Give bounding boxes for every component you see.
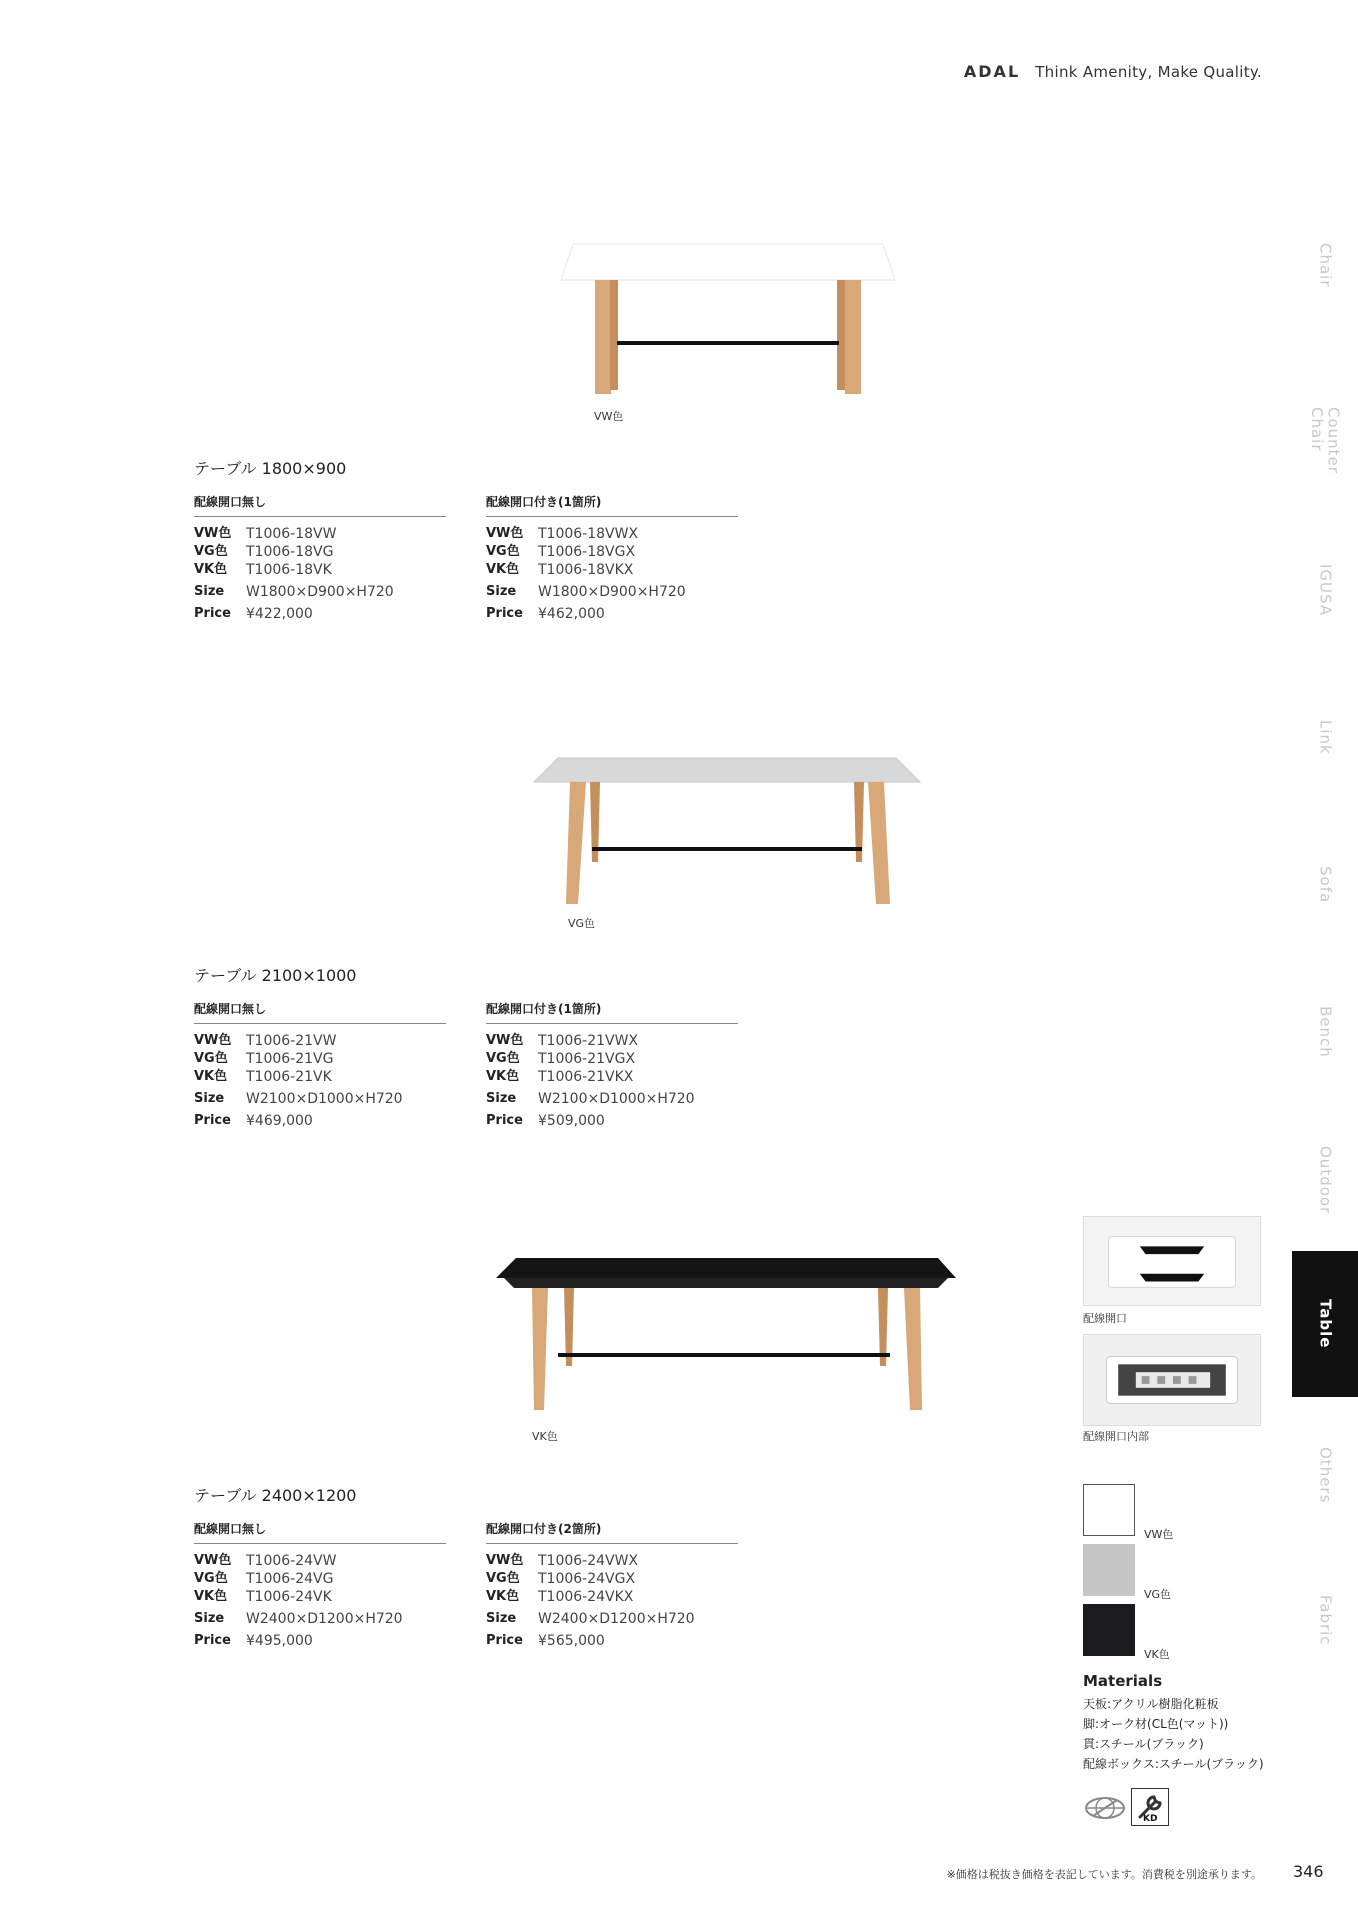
- nav-item-bench[interactable]: [1292, 1002, 1358, 1062]
- variant-code: T1006-21VK: [246, 1069, 332, 1085]
- variant-code: T1006-24VGX: [538, 1571, 636, 1587]
- materials-block: [1083, 1672, 1303, 1774]
- nav-label: Fabric: [1316, 1594, 1335, 1646]
- product-spec-1800: [194, 456, 754, 625]
- price-row: [486, 1630, 738, 1652]
- price-label: Price: [486, 1113, 523, 1128]
- wiring-opening-interior-image: [1083, 1334, 1261, 1426]
- variant-row: [194, 1050, 446, 1068]
- eco-globe-icon: [1083, 1794, 1127, 1822]
- variant-color: VK色: [194, 1069, 228, 1084]
- variant-color: VG色: [194, 1571, 228, 1586]
- variant-code: T1006-18VK: [246, 562, 332, 578]
- size-row: [194, 1088, 446, 1110]
- column-heading: 配線開口付き(1箇所): [486, 493, 738, 517]
- variant-code: T1006-21VG: [246, 1051, 334, 1067]
- price-row: [486, 603, 738, 625]
- price-label: Price: [194, 1633, 231, 1648]
- table-leg: [845, 280, 861, 394]
- page-header: [964, 62, 1262, 81]
- nav-label: Sofa: [1316, 866, 1335, 904]
- nav-label: IGUSA: [1316, 563, 1335, 617]
- swatch-vk: [1083, 1604, 1135, 1656]
- image-caption: VK色: [532, 1430, 558, 1443]
- table-leg: [566, 782, 586, 904]
- variant-code: T1006-21VWX: [538, 1033, 639, 1049]
- variant-code: T1006-21VKX: [538, 1069, 634, 1085]
- column-heading: 配線開口無し: [194, 1000, 446, 1024]
- price-value: ¥422,000: [246, 606, 313, 622]
- size-row: [194, 1608, 446, 1630]
- price-row: [486, 1110, 738, 1132]
- spec-column-with-opening: [486, 493, 738, 625]
- table-leg: [595, 280, 611, 394]
- detail-caption: 配線開口: [1083, 1312, 1127, 1325]
- steel-rail: [592, 847, 862, 851]
- brand-name: ADAL: [963, 62, 1021, 81]
- steel-rail: [617, 341, 839, 345]
- swatch-vw: [1083, 1484, 1135, 1536]
- material-line: 天板:アクリル樹脂化粧板: [1083, 1697, 1219, 1711]
- variant-color: VW色: [194, 1033, 232, 1048]
- price-label: Price: [486, 1633, 523, 1648]
- variant-row: [194, 1552, 446, 1570]
- variant-code: T1006-24VKX: [538, 1589, 634, 1605]
- variant-color: VW色: [486, 1553, 524, 1568]
- knockdown-badge: [1131, 1788, 1169, 1826]
- product-title: テーブル 2100×1000: [194, 966, 357, 985]
- variant-code: T1006-24VK: [246, 1589, 332, 1605]
- variant-row: [194, 1588, 446, 1606]
- table-top: [496, 1258, 956, 1278]
- variant-row: [486, 1552, 738, 1570]
- column-heading: 配線開口付き(2箇所): [486, 1520, 738, 1544]
- variant-row: [194, 1068, 446, 1086]
- table-leg: [837, 280, 845, 390]
- column-heading: 配線開口無し: [194, 1520, 446, 1544]
- material-line: 配線ボックス:スチール(ブラック): [1083, 1757, 1264, 1771]
- price-value: ¥509,000: [538, 1113, 605, 1129]
- variant-color: VG色: [194, 1051, 228, 1066]
- swatch-label: VK色: [1144, 1648, 1170, 1661]
- price-row: [194, 1110, 446, 1132]
- size-label: Size: [194, 584, 225, 599]
- price-value: ¥469,000: [246, 1113, 313, 1129]
- price-label: Price: [194, 1113, 231, 1128]
- variant-code: T1006-24VG: [246, 1571, 334, 1587]
- price-value: ¥495,000: [246, 1633, 313, 1649]
- table-top: [561, 244, 895, 280]
- size-value: W1800×D900×H720: [538, 584, 686, 600]
- size-row: [486, 581, 738, 603]
- brand-tagline: Think Amenity, Make Quality.: [1035, 63, 1262, 81]
- image-caption: VG色: [568, 917, 596, 930]
- column-heading: 配線開口付き(1箇所): [486, 1000, 738, 1024]
- size-label: Size: [486, 1091, 517, 1106]
- variant-row: [194, 525, 446, 543]
- variant-color: VK色: [194, 1589, 228, 1604]
- product-spec-2400: [194, 1483, 754, 1652]
- size-row: [486, 1088, 738, 1110]
- variant-code: T1006-18VKX: [538, 562, 634, 578]
- column-heading: 配線開口無し: [194, 493, 446, 517]
- image-caption: VW色: [594, 410, 624, 423]
- nav-label: Others: [1316, 1446, 1335, 1504]
- variant-color: VK色: [194, 562, 228, 577]
- variant-row: [194, 1570, 446, 1588]
- table-leg: [868, 782, 890, 904]
- nav-item-igusa[interactable]: [1292, 560, 1358, 620]
- variant-color: VK色: [486, 1589, 520, 1604]
- nav-label: Counter Chair: [1308, 406, 1343, 474]
- nav-item-fabric[interactable]: [1292, 1585, 1358, 1655]
- table-leg: [904, 1288, 922, 1410]
- price-label: Price: [194, 606, 231, 621]
- spec-column-with-opening: [486, 1520, 738, 1652]
- size-row: [486, 1608, 738, 1630]
- product-image-2100: [530, 752, 925, 912]
- variant-code: T1006-21VGX: [538, 1051, 636, 1067]
- swatch-vg: [1083, 1544, 1135, 1596]
- nav-item-table[interactable]: [1292, 1251, 1358, 1397]
- table-leg: [610, 280, 618, 390]
- variant-code: T1006-21VW: [246, 1033, 337, 1049]
- material-line: 脚:オーク材(CL色(マット)): [1083, 1717, 1229, 1731]
- tax-note: ※価格は税抜き価格を表記しています。消費税を別途承ります。: [946, 1868, 1262, 1881]
- price-label: Price: [486, 606, 523, 621]
- variant-color: VW色: [486, 1033, 524, 1048]
- table-top: [534, 758, 920, 782]
- price-value: ¥462,000: [538, 606, 605, 622]
- spec-column-no-opening: [194, 1520, 446, 1652]
- price-value: ¥565,000: [538, 1633, 605, 1649]
- table-leg: [532, 1288, 548, 1410]
- variant-color: VG色: [486, 1571, 520, 1586]
- variant-code: T1006-18VWX: [538, 526, 639, 542]
- product-title: テーブル 1800×900: [194, 459, 347, 478]
- size-label: Size: [486, 1611, 517, 1626]
- spec-column-no-opening: [194, 1000, 446, 1132]
- nav-label: Table: [1316, 1299, 1335, 1349]
- kd-label: KD: [1143, 1814, 1158, 1824]
- variant-row: [486, 1050, 738, 1068]
- variant-row: [486, 525, 738, 543]
- variant-code: T1006-18VG: [246, 544, 334, 560]
- variant-color: VG色: [486, 544, 520, 559]
- size-row: [194, 581, 446, 603]
- size-value: W2400×D1200×H720: [538, 1611, 695, 1627]
- variant-code: T1006-24VWX: [538, 1553, 639, 1569]
- variant-code: T1006-24VW: [246, 1553, 337, 1569]
- size-label: Size: [486, 584, 517, 599]
- variant-color: VW色: [194, 526, 232, 541]
- product-image-2400: [494, 1254, 958, 1414]
- variant-color: VG色: [194, 544, 228, 559]
- variant-row: [486, 1032, 738, 1050]
- product-title: テーブル 2400×1200: [194, 1486, 357, 1505]
- spec-column-with-opening: [486, 1000, 738, 1132]
- steel-rail: [558, 1353, 890, 1357]
- nav-item-outdoor[interactable]: [1292, 1140, 1358, 1220]
- size-value: W1800×D900×H720: [246, 584, 394, 600]
- materials-title: Materials: [1083, 1672, 1163, 1690]
- variant-row: [486, 543, 738, 561]
- size-label: Size: [194, 1091, 225, 1106]
- nav-label: Chair: [1316, 242, 1335, 288]
- nav-label: Link: [1316, 719, 1335, 755]
- nav-item-counter-chair[interactable]: [1292, 406, 1358, 474]
- variant-color: VK色: [486, 562, 520, 577]
- variant-code: T1006-18VW: [246, 526, 337, 542]
- nav-item-chair[interactable]: [1292, 230, 1358, 300]
- detail-caption: 配線開口内部: [1083, 1430, 1149, 1443]
- wiring-opening-image: [1083, 1216, 1261, 1306]
- size-value: W2100×D1000×H720: [538, 1091, 695, 1107]
- price-row: [194, 603, 446, 625]
- nav-label: Bench: [1316, 1006, 1335, 1058]
- swatch-label: VG色: [1144, 1588, 1172, 1601]
- size-label: Size: [194, 1611, 225, 1626]
- material-line: 貫:スチール(ブラック): [1083, 1737, 1204, 1751]
- variant-color: VG色: [486, 1051, 520, 1066]
- page-number: 346: [1293, 1862, 1324, 1881]
- nav-item-others[interactable]: [1292, 1440, 1358, 1510]
- variant-row: [486, 1588, 738, 1606]
- product-image-1800: [555, 238, 900, 403]
- variant-color: VW色: [194, 1553, 232, 1568]
- nav-label: Outdoor: [1316, 1145, 1335, 1215]
- nav-item-sofa[interactable]: [1292, 860, 1358, 910]
- price-row: [194, 1630, 446, 1652]
- spec-column-no-opening: [194, 493, 446, 625]
- variant-row: [194, 561, 446, 579]
- swatch-label: VW色: [1144, 1528, 1174, 1541]
- size-value: W2100×D1000×H720: [246, 1091, 403, 1107]
- size-value: W2400×D1200×H720: [246, 1611, 403, 1627]
- variant-code: T1006-18VGX: [538, 544, 636, 560]
- variant-color: VW色: [486, 526, 524, 541]
- variant-color: VK色: [486, 1069, 520, 1084]
- table-top-edge: [504, 1278, 948, 1288]
- product-spec-2100: [194, 963, 754, 1132]
- variant-row: [486, 561, 738, 579]
- variant-row: [486, 1570, 738, 1588]
- variant-row: [194, 1032, 446, 1050]
- variant-row: [486, 1068, 738, 1086]
- nav-item-link[interactable]: [1292, 712, 1358, 762]
- variant-row: [194, 543, 446, 561]
